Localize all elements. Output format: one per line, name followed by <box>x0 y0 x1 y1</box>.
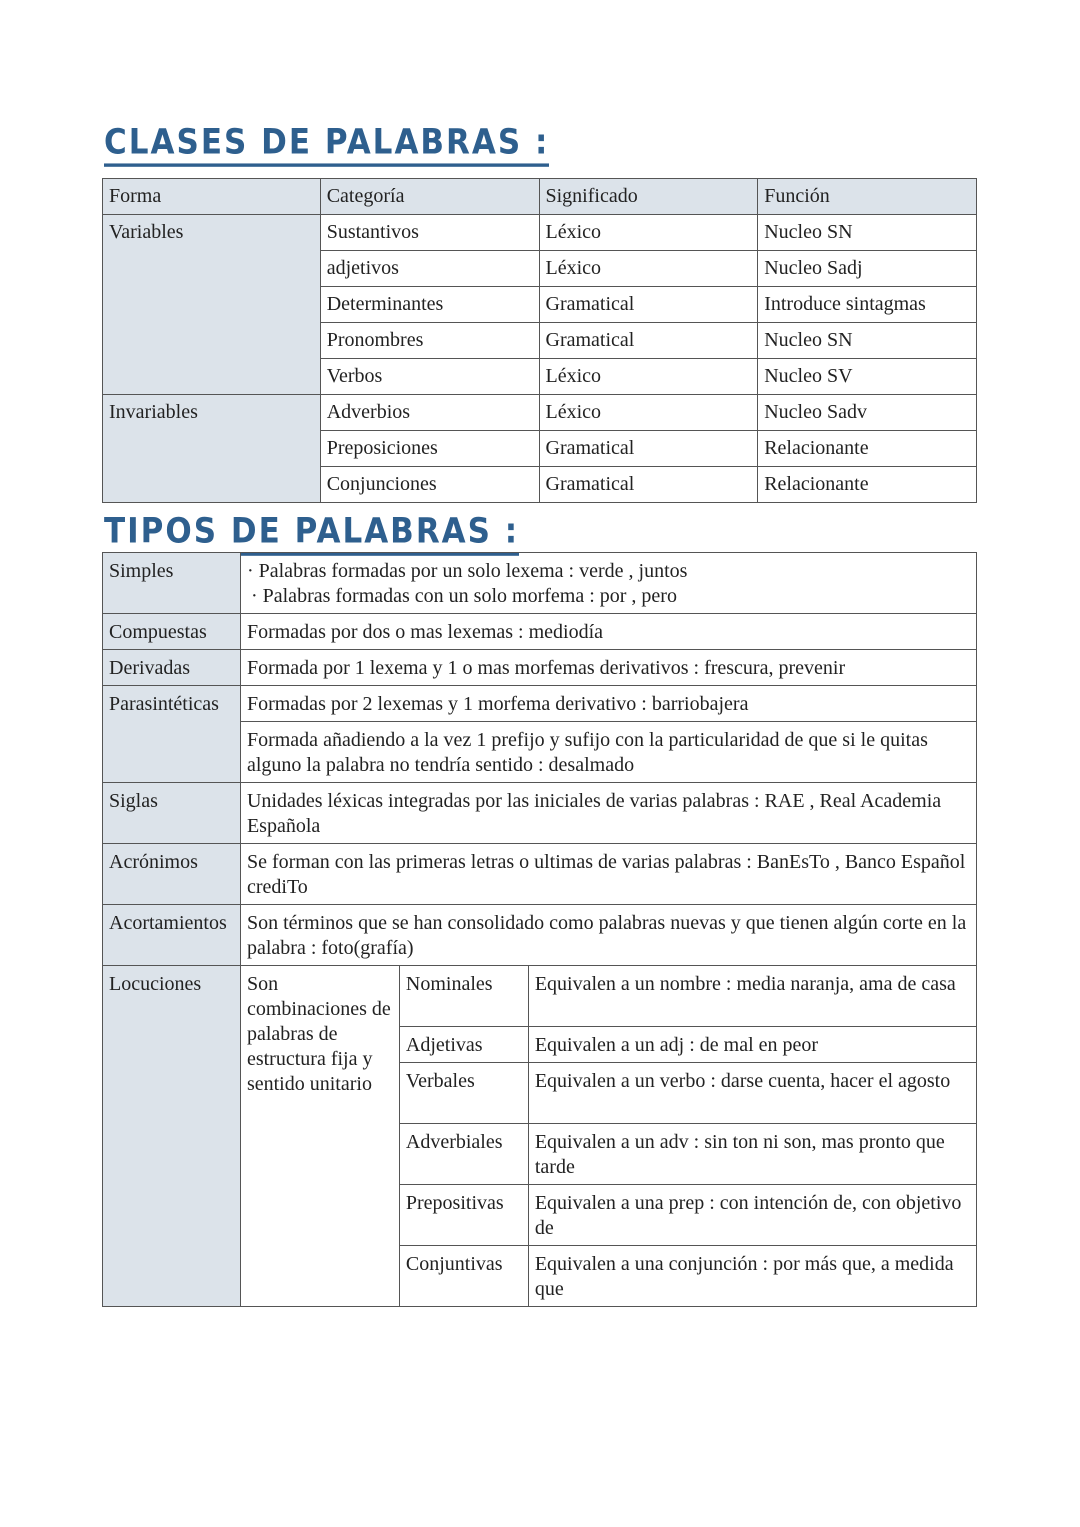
tipo-description: Son términos que se han consolidado como palabras nuevas y que tienen algún corte en la palabra : foto(grafía) <box>240 905 976 966</box>
table-row <box>103 905 977 966</box>
tipo-description: Unidades léxicas integradas por las iniciales de varias palabras : RAE , Real Academia Española <box>240 783 976 844</box>
table-row <box>103 650 977 686</box>
significado-cell: Gramatical <box>539 287 758 323</box>
funcion-cell: Introduce sintagmas <box>758 287 977 323</box>
simples-line-1: · Palabras formadas por un solo lexema : verde , juntos <box>246 560 688 582</box>
funcion-cell: Nucleo SN <box>758 323 977 359</box>
header-categoria: Categoría <box>320 179 539 215</box>
table-row <box>103 966 977 1027</box>
header-funcion: Función <box>758 179 977 215</box>
locucion-type: Prepositivas <box>399 1185 528 1246</box>
tipo-label: Simples <box>103 553 241 614</box>
table-row <box>103 395 977 431</box>
categoria-cell: Verbos <box>320 359 539 395</box>
funcion-cell: Nucleo Sadv <box>758 395 977 431</box>
tipo-description <box>240 553 976 614</box>
table-row <box>103 215 977 251</box>
locucion-description: Equivalen a un nombre : media naranja, ama de casa <box>528 966 976 1027</box>
table-row <box>103 614 977 650</box>
tipo-label: Acortamientos <box>103 905 241 966</box>
clases-heading-text: CLASES DE PALABRAS : <box>104 122 550 163</box>
table-row <box>103 844 977 905</box>
tipo-description: Formada añadiendo a la vez 1 prefijo y sufijo con la particularidad de que si le quitas alguno la palabra no tendría sentido : desalmado <box>240 722 976 783</box>
table-row <box>103 553 977 614</box>
table-header-row <box>103 179 977 215</box>
significado-cell: Gramatical <box>539 467 758 503</box>
clases-heading-underline <box>104 163 549 166</box>
locucion-description: Equivalen a un adv : sin ton ni son, mas pronto que tarde <box>528 1124 976 1185</box>
tipo-description: Formadas por 2 lexemas y 1 morfema derivativo : barriobajera <box>240 686 976 722</box>
forma-cell: Variables <box>103 215 321 395</box>
categoria-cell: Pronombres <box>320 323 539 359</box>
tipo-description: Se forman con las primeras letras o ultimas de varias palabras : BanEsTo , Banco Español crediTo <box>240 844 976 905</box>
tipo-label: Locuciones <box>103 966 241 1307</box>
header-forma: Forma <box>103 179 321 215</box>
header-significado: Significado <box>539 179 758 215</box>
categoria-cell: Conjunciones <box>320 467 539 503</box>
tipos-table <box>102 552 977 1307</box>
categoria-cell: adjetivos <box>320 251 539 287</box>
locucion-type: Verbales <box>399 1063 528 1124</box>
funcion-cell: Nucleo Sadj <box>758 251 977 287</box>
tipos-heading <box>104 511 519 551</box>
significado-cell: Gramatical <box>539 323 758 359</box>
forma-cell: Invariables <box>103 395 321 503</box>
locuciones-definition: Son combinaciones de palabras de estructura fija y sentido unitario <box>240 966 399 1307</box>
significado-cell: Léxico <box>539 251 758 287</box>
clases-heading <box>104 122 549 162</box>
table-row <box>103 686 977 722</box>
locucion-description: Equivalen a un verbo : darse cuenta, hacer el agosto <box>528 1063 976 1124</box>
locucion-type: Nominales <box>399 966 528 1027</box>
funcion-cell: Nucleo SN <box>758 215 977 251</box>
locucion-type: Conjuntivas <box>399 1246 528 1307</box>
tipo-label: Parasintéticas <box>103 686 241 783</box>
categoria-cell: Determinantes <box>320 287 539 323</box>
categoria-cell: Sustantivos <box>320 215 539 251</box>
categoria-cell: Adverbios <box>320 395 539 431</box>
tipo-label: Siglas <box>103 783 241 844</box>
significado-cell: Léxico <box>539 215 758 251</box>
table-row <box>103 783 977 844</box>
tipo-label: Compuestas <box>103 614 241 650</box>
funcion-cell: Relacionante <box>758 431 977 467</box>
tipo-label: Derivadas <box>103 650 241 686</box>
locucion-description: Equivalen a una prep : con intención de, con objetivo de <box>528 1185 976 1246</box>
significado-cell: Gramatical <box>539 431 758 467</box>
clases-table <box>102 178 977 503</box>
categoria-cell: Preposiciones <box>320 431 539 467</box>
locucion-description: Equivalen a un adj : de mal en peor <box>528 1027 976 1063</box>
simples-line-2: · Palabras formadas con un solo morfema : por , pero <box>250 585 677 607</box>
significado-cell: Léxico <box>539 395 758 431</box>
funcion-cell: Nucleo SV <box>758 359 977 395</box>
tipos-heading-text: TIPOS DE PALABRAS : <box>104 511 520 552</box>
tipo-description: Formada por 1 lexema y 1 o mas morfemas derivativos : frescura, prevenir <box>240 650 976 686</box>
funcion-cell: Relacionante <box>758 467 977 503</box>
tipo-label: Acrónimos <box>103 844 241 905</box>
locucion-description: Equivalen a una conjunción : por más que, a medida que <box>528 1246 976 1307</box>
locucion-type: Adjetivas <box>399 1027 528 1063</box>
significado-cell: Léxico <box>539 359 758 395</box>
locucion-type: Adverbiales <box>399 1124 528 1185</box>
tipo-description: Formadas por dos o mas lexemas : mediodía <box>240 614 976 650</box>
